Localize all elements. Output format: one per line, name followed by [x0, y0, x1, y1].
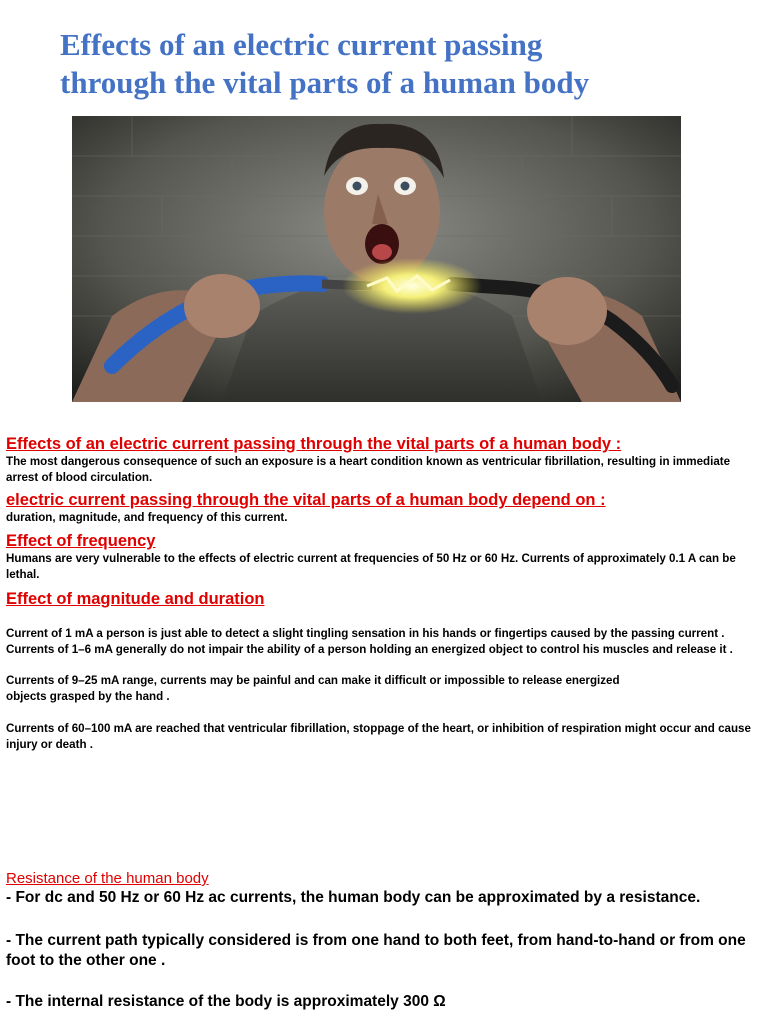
section-heading-depend-on: electric current passing through the vital parts of a human body depend on : [6, 491, 606, 509]
section-text-depend-on: duration, magnitude, and frequency of this current. [6, 511, 288, 524]
section-heading-resistance: Resistance of the human body [6, 870, 209, 887]
paragraph-1ma: Current of 1 mA a person is just able to detect a slight tingling sensation in his hands or fingertips caused by the passing current . [6, 627, 725, 640]
title-line-1: Effects of an electric current passing [60, 27, 543, 62]
paragraph-60-100ma: Currents of 60–100 mA are reached that ventricular fibrillation, stoppage of the heart, or inhibition of respiration might occur and cause injury or death . [6, 722, 751, 751]
section-magnitude [6, 589, 762, 752]
section-resistance [6, 870, 762, 1012]
paragraph-1-6ma: Currents of 1–6 mA generally do not impair the ability of a person holding an energized object to control his muscles and release it . [6, 642, 733, 656]
paragraph-internal-resistance: - The internal resistance of the body is approximately 300 Ω [6, 993, 446, 1010]
paragraph-current-path: - The current path typically considered is from one hand to both feet, from hand-to-hand or from one foot to the other one . [6, 932, 746, 969]
section-frequency [6, 531, 762, 582]
paragraph-9-25ma-line2: objects grasped by the hand . [6, 689, 170, 703]
section-text-frequency: Humans are very vulnerable to the effects of electric current at frequencies of 50 Hz or 60 Hz. Currents of approximately 0.1 A can be lethal. [6, 552, 736, 581]
paragraph-9-25ma-line1: Currents of 9–25 mA range, currents may be painful and can make it difficult or impossible to release energized [6, 674, 620, 687]
section-effects [6, 434, 762, 485]
page-title [60, 26, 740, 102]
title-line-2: through the vital parts of a human body [60, 65, 590, 100]
section-heading-magnitude: Effect of magnitude and duration [6, 590, 265, 608]
paragraph-resistance-approx: - For dc and 50 Hz or 60 Hz ac currents, the human body can be approximated by a resistance. [6, 889, 701, 906]
section-heading-effects: Effects of an electric current passing through the vital parts of a human body : [6, 435, 622, 453]
section-text-effects: The most dangerous consequence of such an exposure is a heart condition known as ventricular fibrillation, resulting in immediate arrest of blood circulation. [6, 455, 731, 484]
section-depend-on [6, 490, 762, 526]
electrocuted-man-photo [72, 116, 681, 402]
section-heading-frequency: Effect of frequency [6, 532, 156, 550]
